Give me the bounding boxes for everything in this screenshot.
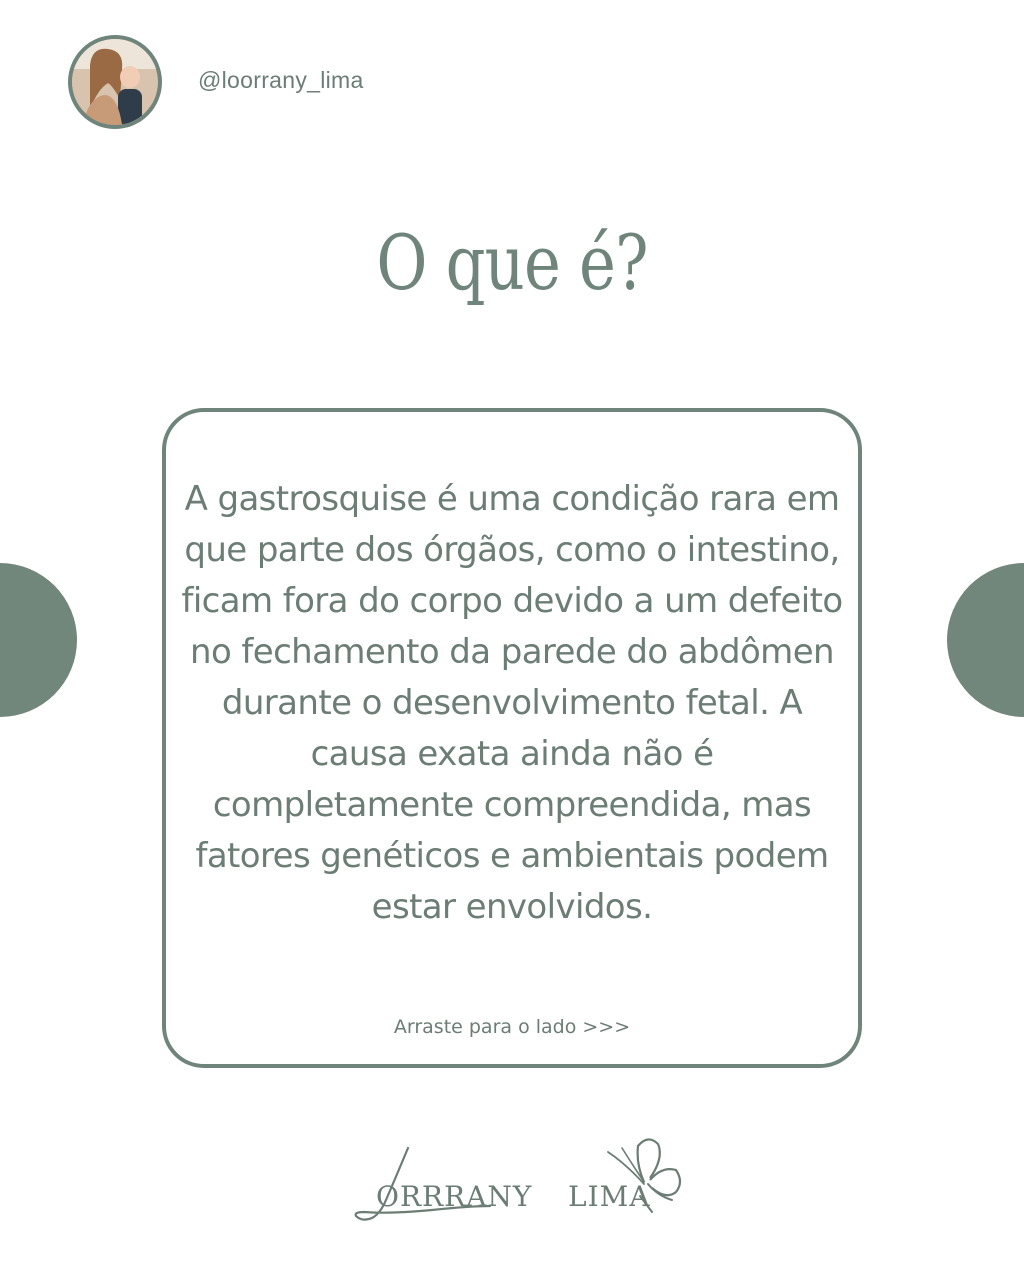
- brand-logo: [350, 1130, 690, 1230]
- logo-word-first: ORRRANY: [376, 1180, 533, 1213]
- card-body-text: A gastrosquise é uma condição rara em que parte dos órgãos, como o intestino, ficam fora do corpo devido a um defeito no fechamento da parede do abdômen durante o desenvolvimento fetal. A causa exata ainda não é completamente compreendida, mas fatores genéticos e ambientais podem estar envolvidos.: [181, 479, 843, 927]
- swipe-hint: Arraste para o lado >>>: [393, 1016, 631, 1038]
- next-slide-button[interactable]: [947, 563, 1024, 717]
- logo-word-second: LIMA: [568, 1180, 651, 1213]
- page-title: O que é?: [376, 218, 648, 307]
- profile-avatar[interactable]: [68, 35, 162, 129]
- previous-slide-button[interactable]: [0, 563, 77, 717]
- avatar-photo: [72, 39, 158, 125]
- profile-handle[interactable]: @loorrany_lima: [198, 67, 364, 93]
- butterfly-icon: [600, 1130, 690, 1220]
- info-card: [162, 408, 862, 1068]
